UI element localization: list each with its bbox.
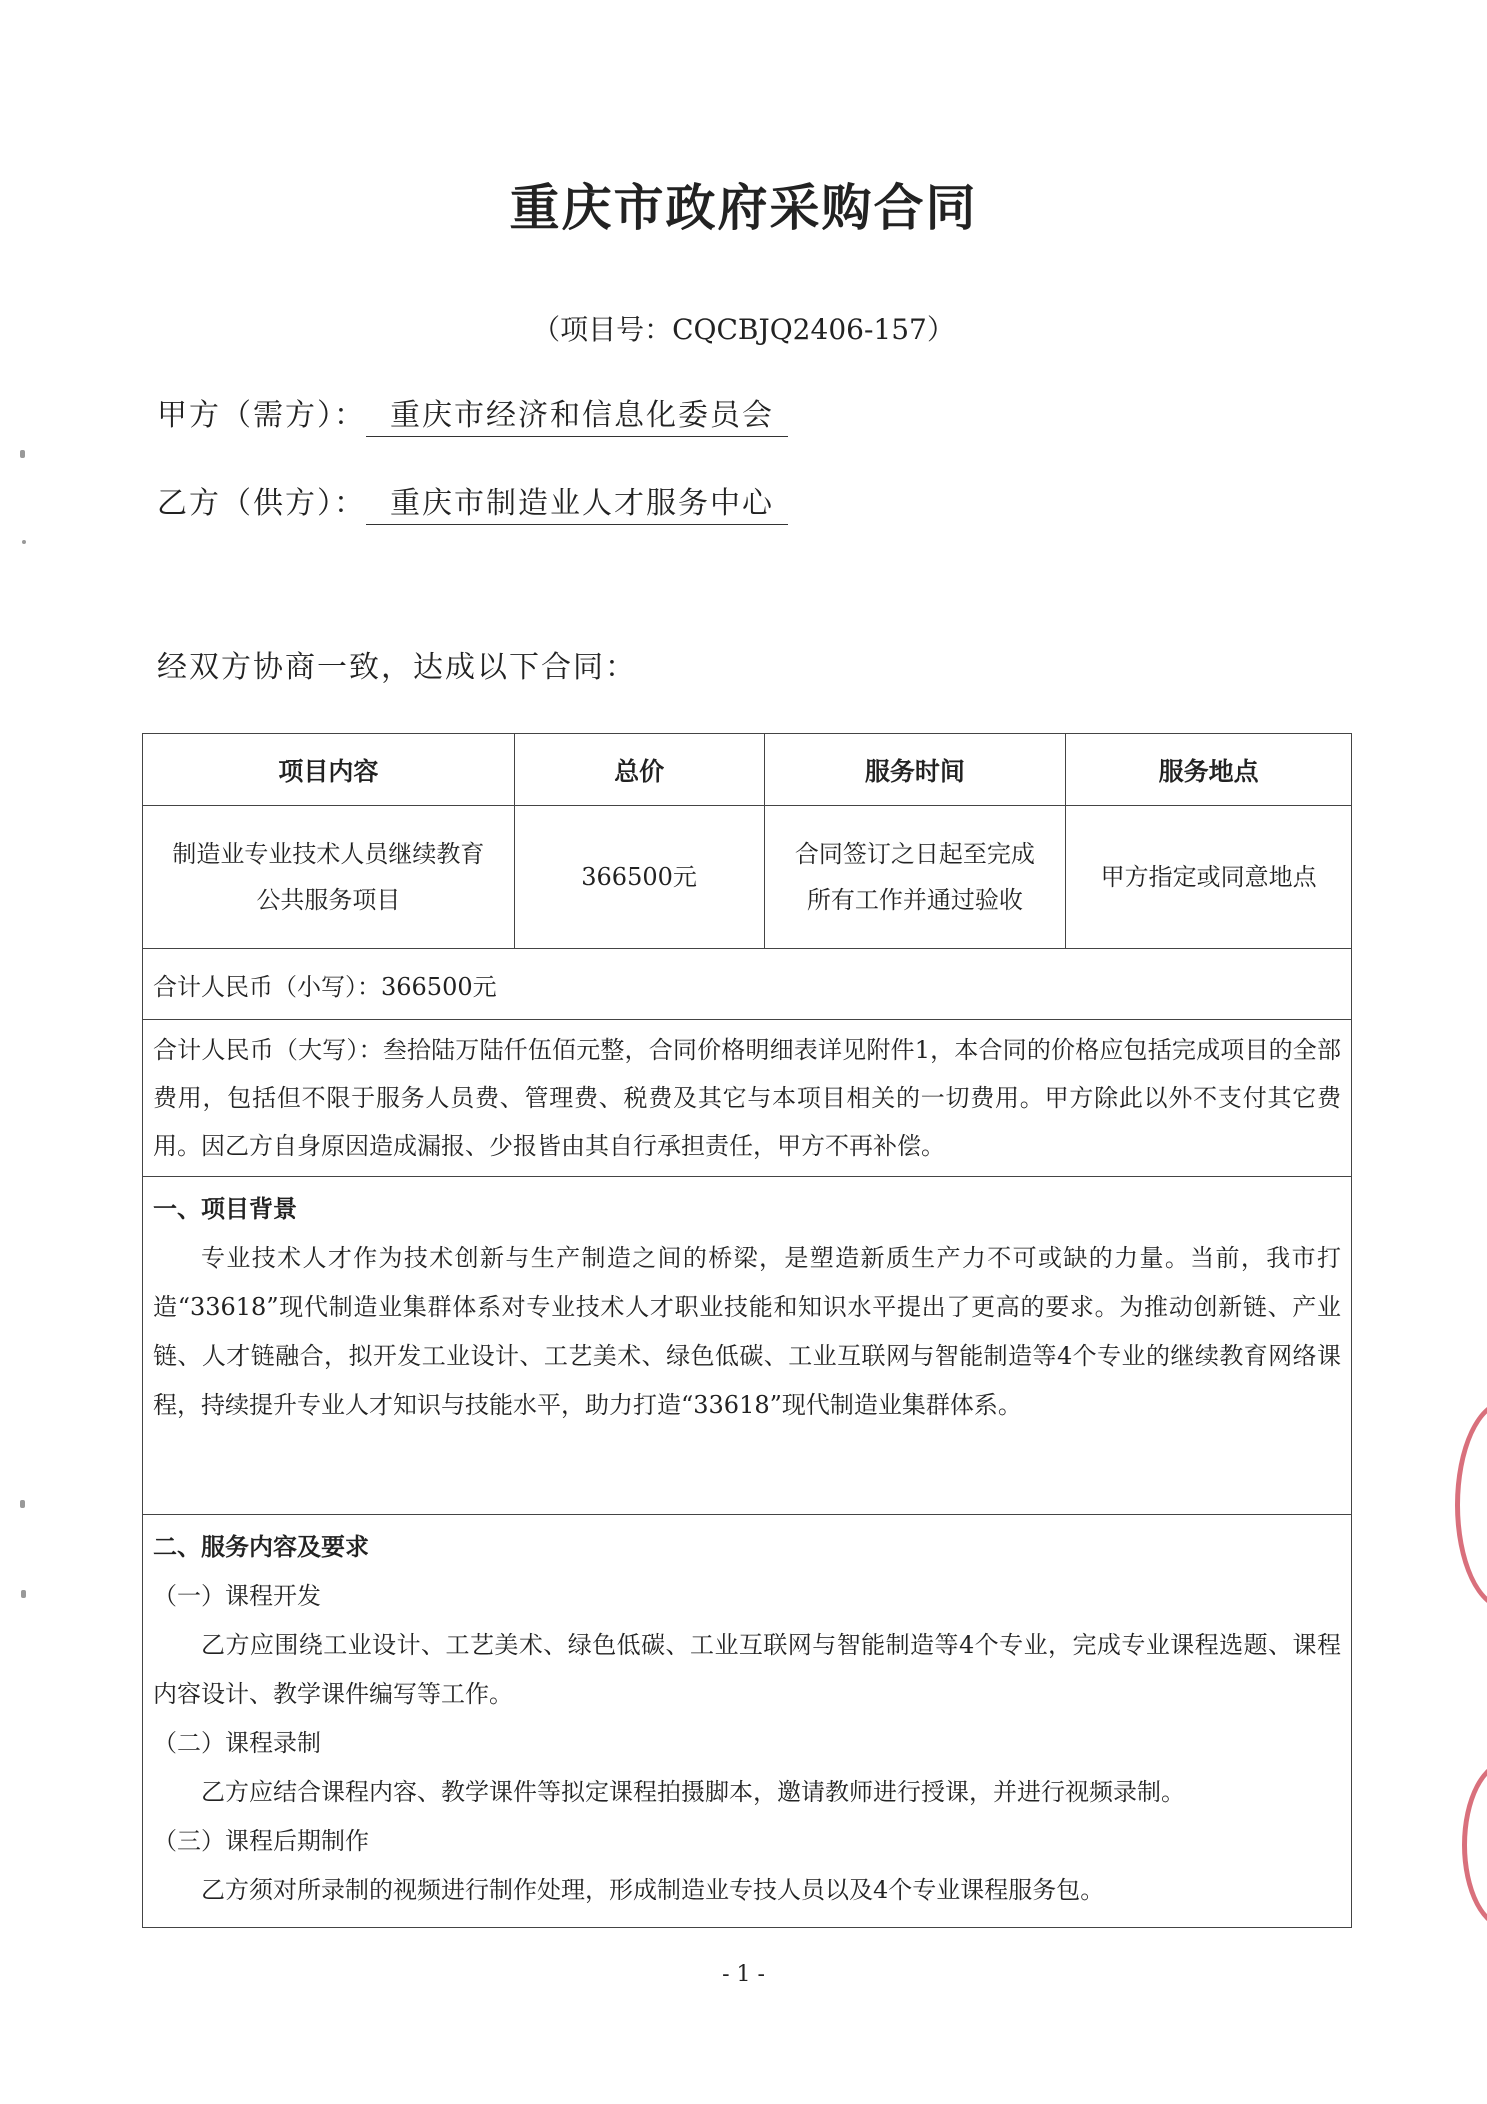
party-a-label: 甲方（需方）：: [157, 398, 366, 433]
cell-place: 甲方指定或同意地点: [1066, 806, 1352, 949]
section-background: [143, 1177, 1352, 1515]
section1-text: 专业技术人才作为技术创新与生产制造之间的桥梁，是塑造新质生产力不可或缺的力量。当前，我市打造“33618”现代制造业集群体系对专业技术人才职业技能和知识水平提出了更高的要求。为推动创新链、产业链、人才链融合，拟开发工业设计、工艺美术、绿色低碳、工业互联网与智能制造等4个专业的继续教育网络课程，持续提升专业人才知识与技能水平，助力打造“33618”现代制造业集群体系。: [153, 1244, 1341, 1419]
total-small: 合计人民币（小写）：366500元: [143, 949, 1352, 1020]
party-b-value: 重庆市制造业人才服务中心: [366, 478, 788, 525]
total-upper-row: [143, 1020, 1352, 1177]
scan-mark: [22, 540, 26, 544]
section2-sub1: （一）课程开发: [153, 1582, 321, 1610]
table-header-row: [143, 734, 1352, 806]
header-place: 服务地点: [1066, 734, 1352, 806]
page-number: - 1 -: [722, 1962, 765, 1987]
section2-heading: 二、服务内容及要求: [153, 1533, 369, 1561]
project-number: （项目号：CQCBJQ2406-157）: [532, 313, 955, 346]
section2-sub2: （二）课程录制: [153, 1729, 321, 1757]
section-service: [143, 1515, 1352, 1928]
section-background-row: [143, 1177, 1352, 1515]
document-title: 重庆市政府采购合同: [509, 179, 978, 237]
intro-text: 经双方协商一致，达成以下合同：: [157, 650, 637, 685]
section1-heading: 一、项目背景: [153, 1195, 297, 1223]
seal-stamp-mark: [1455, 1400, 1487, 1610]
scan-mark: [21, 1590, 26, 1598]
table-row: [143, 806, 1352, 949]
section2-text2: 乙方应结合课程内容、教学课件等拟定课程拍摄脚本，邀请教师进行授课，并进行视频录制。: [201, 1778, 1185, 1806]
seal-stamp-mark: [1462, 1760, 1487, 1930]
scan-mark: [20, 1500, 25, 1508]
cell-content: 制造业专业技术人员继续教育公共服务项目: [143, 806, 515, 949]
section2-sub3: （三）课程后期制作: [153, 1827, 369, 1855]
section2-text3: 乙方须对所录制的视频进行制作处理，形成制造业专技人员以及4个专业课程服务包。: [201, 1876, 1105, 1904]
total-upper: 合计人民币（大写）：叁拾陆万陆仟伍佰元整，合同价格明细表详见附件1，本合同的价格应包括完成项目的全部费用，包括但不限于服务人员费、管理费、税费及其它与本项目相关的一切费用。甲方除此以外不支付其它费用。因乙方自身原因造成漏报、少报皆由其自行承担责任，甲方不再补偿。: [143, 1020, 1352, 1177]
header-price: 总价: [514, 734, 764, 806]
party-a: [157, 390, 788, 437]
section2-text1: 乙方应围绕工业设计、工艺美术、绿色低碳、工业互联网与智能制造等4个专业，完成专业课程选题、课程内容设计、教学课件编写等工作。: [153, 1631, 1341, 1708]
scan-mark: [20, 450, 25, 458]
section-service-row: [143, 1515, 1352, 1928]
cell-price: 366500元: [514, 806, 764, 949]
party-b-label: 乙方（供方）：: [157, 486, 366, 521]
party-b: [157, 478, 788, 525]
contract-table: [142, 733, 1352, 1928]
total-small-row: [143, 949, 1352, 1020]
header-content: 项目内容: [143, 734, 515, 806]
header-time: 服务时间: [764, 734, 1066, 806]
party-a-value: 重庆市经济和信息化委员会: [366, 390, 788, 437]
cell-time: 合同签订之日起至完成所有工作并通过验收: [764, 806, 1066, 949]
